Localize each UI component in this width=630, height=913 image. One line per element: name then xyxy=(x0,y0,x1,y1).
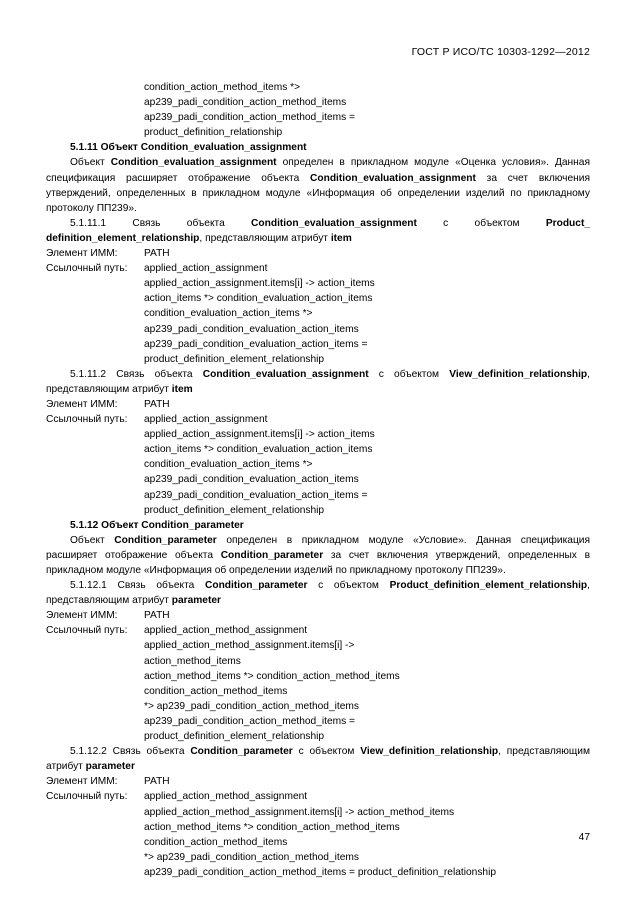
body-text: , представляющим атрибут xyxy=(199,232,331,244)
path-line: action_method_items xyxy=(144,655,241,667)
emphasis-text: Condition_evaluation_assignment xyxy=(202,368,369,380)
emphasis-text: Product_ definition_element_relationship xyxy=(46,217,590,244)
path-line: applied_action_method_assignment xyxy=(144,625,308,637)
emphasis-text: Condition_parameter xyxy=(114,534,217,546)
code-line: product_definition_relationship xyxy=(144,127,283,139)
path-line: ap239_padi_condition_evaluation_action_items xyxy=(144,474,359,486)
body-text: с объектом xyxy=(368,368,450,380)
document-body xyxy=(46,80,590,880)
paragraph xyxy=(46,533,590,578)
emphasis-text: Condition_evaluation_assignment xyxy=(110,157,277,169)
emphasis-text: item xyxy=(330,232,352,244)
body-text: за счет включения утверждений, определенных в прикладном модуле «Информация об определении изделий по прикладному протоколу ПП239». xyxy=(46,172,590,214)
path-line: action_method_items *> condition_action_method_items xyxy=(144,821,400,833)
path-line: applied_action_method_assignment.items[i] -> action_method_items xyxy=(144,806,455,818)
body-text: с объектом xyxy=(307,580,390,592)
code-block xyxy=(144,80,590,140)
section-title: Объект Condition_parameter xyxy=(101,519,244,531)
emphasis-text: Condition_evaluation_assignment xyxy=(310,172,476,184)
emphasis-text: View_definition_relationship xyxy=(360,746,499,758)
path-line: product_definition_element_relationship xyxy=(144,504,325,516)
emphasis-text: parameter xyxy=(171,595,222,607)
path-line: ap239_padi_condition_action_method_items = xyxy=(144,715,355,727)
path-line: product_definition_element_relationship xyxy=(144,353,325,365)
section-heading xyxy=(70,518,590,533)
path-line: action_items *> condition_evaluation_action_items xyxy=(144,293,373,305)
emphasis-text: item xyxy=(171,383,193,395)
emphasis-text: Condition_parameter xyxy=(190,746,293,758)
field-value: PATH xyxy=(144,610,170,622)
body-text: за счет включения утверждений, определенных в прикладном модуле «Информация об определении изделий по прикладному протоколу ПП239». xyxy=(46,549,590,576)
path-line: *> ap239_padi_condition_action_method_items xyxy=(144,851,359,863)
body-text: с объектом xyxy=(416,217,546,229)
path-line: applied_action_assignment xyxy=(144,263,268,275)
labeled-field xyxy=(46,246,590,261)
field-value-list xyxy=(144,261,375,367)
body-text: 5.1.12.2 Связь объекта xyxy=(70,746,191,758)
field-label: Элемент ИММ: xyxy=(46,776,118,788)
path-line: action_items *> condition_evaluation_action_items xyxy=(144,444,373,456)
section-number: 5.1.12 xyxy=(70,519,99,531)
paragraph xyxy=(46,744,590,774)
path-line: applied_action_method_assignment.items[i] -> xyxy=(144,640,355,652)
path-line: action_method_items *> condition_action_method_items xyxy=(144,670,400,682)
emphasis-text: Condition_parameter xyxy=(220,549,324,561)
labeled-path-field xyxy=(46,623,590,744)
path-line: condition_evaluation_action_items *> xyxy=(144,459,313,471)
paragraph xyxy=(46,216,590,246)
path-line: ap239_padi_condition_evaluation_action_items = xyxy=(144,338,368,350)
field-label: Ссылочный путь: xyxy=(46,625,128,637)
body-text: , представляющим атрибут xyxy=(46,580,590,607)
path-line: condition_evaluation_action_items *> xyxy=(144,308,313,320)
section-heading xyxy=(70,140,590,155)
emphasis-text: View_definition_relationship xyxy=(449,368,588,380)
field-label: Ссылочный путь: xyxy=(46,791,128,803)
field-value-list xyxy=(144,789,496,880)
labeled-path-field xyxy=(46,789,590,880)
paragraph xyxy=(46,578,590,608)
path-line: *> ap239_padi_condition_action_method_items xyxy=(144,700,359,712)
emphasis-text: parameter xyxy=(85,761,135,773)
paragraph xyxy=(46,155,590,215)
labeled-field xyxy=(46,608,590,623)
section-number: 5.1.11 xyxy=(70,142,98,154)
path-line: ap239_padi_condition_evaluation_action_items xyxy=(144,323,359,335)
path-line: applied_action_assignment.items[i] -> action_items xyxy=(144,278,375,290)
body-text: , представляющим атрибут xyxy=(46,368,590,395)
emphasis-text: Condition_evaluation_assignment xyxy=(251,217,417,229)
labeled-field xyxy=(46,397,590,412)
body-text: , представляющим атрибут xyxy=(46,746,591,773)
field-value: PATH xyxy=(144,398,170,410)
field-value-list xyxy=(144,623,400,744)
labeled-path-field xyxy=(46,261,590,367)
path-line: condition_action_method_items xyxy=(144,685,288,697)
body-text: Объект xyxy=(70,534,115,546)
field-label: Ссылочный путь: xyxy=(46,263,128,275)
path-line: applied_action_assignment xyxy=(144,414,268,426)
field-value: PATH xyxy=(144,776,170,788)
emphasis-text: Condition_parameter xyxy=(205,580,308,592)
path-line: condition_action_method_items xyxy=(144,836,288,848)
body-text: определен в прикладном модуле «Условие». Данная спецификация расширяет отображение объекта xyxy=(46,534,590,561)
field-label: Ссылочный путь: xyxy=(46,414,128,426)
page-number: 47 xyxy=(578,832,590,843)
emphasis-text: Product_definition_element_relationship xyxy=(389,580,588,592)
paragraph xyxy=(46,367,590,397)
section-title: Объект Condition_evaluation_assignment xyxy=(100,142,307,154)
body-text: 5.1.11.1 Связь объекта xyxy=(70,217,252,229)
body-text: определен в прикладном модуле «Оценка условия». Данная спецификация расширяет отображение объекта xyxy=(46,157,590,184)
field-value: PATH xyxy=(144,248,170,260)
code-line: ap239_padi_condition_action_method_items = xyxy=(144,112,355,124)
labeled-path-field xyxy=(46,412,590,518)
code-line: ap239_padi_condition_action_method_items xyxy=(144,97,347,109)
labeled-field xyxy=(46,774,590,789)
field-label: Элемент ИММ: xyxy=(46,610,118,622)
body-text: 5.1.12.1 Связь объекта xyxy=(70,580,205,592)
field-value-list xyxy=(144,412,375,518)
body-text: Объект xyxy=(70,157,111,169)
path-line: product_definition_element_relationship xyxy=(144,731,325,743)
path-line: ap239_padi_condition_action_method_items = product_definition_relationship xyxy=(144,866,497,878)
field-label: Элемент ИММ: xyxy=(46,398,118,410)
body-text: с объектом xyxy=(292,746,361,758)
field-label: Элемент ИММ: xyxy=(46,248,118,260)
body-text: 5.1.11.2 Связь объекта xyxy=(70,368,203,380)
path-line: ap239_padi_condition_evaluation_action_items = xyxy=(144,489,368,501)
path-line: applied_action_method_assignment xyxy=(144,791,308,803)
page-header: ГОСТ Р ИСО/ТС 10303-1292—2012 xyxy=(411,46,590,58)
code-line: condition_action_method_items *> xyxy=(144,82,301,93)
path-line: applied_action_assignment.items[i] -> action_items xyxy=(144,429,375,441)
